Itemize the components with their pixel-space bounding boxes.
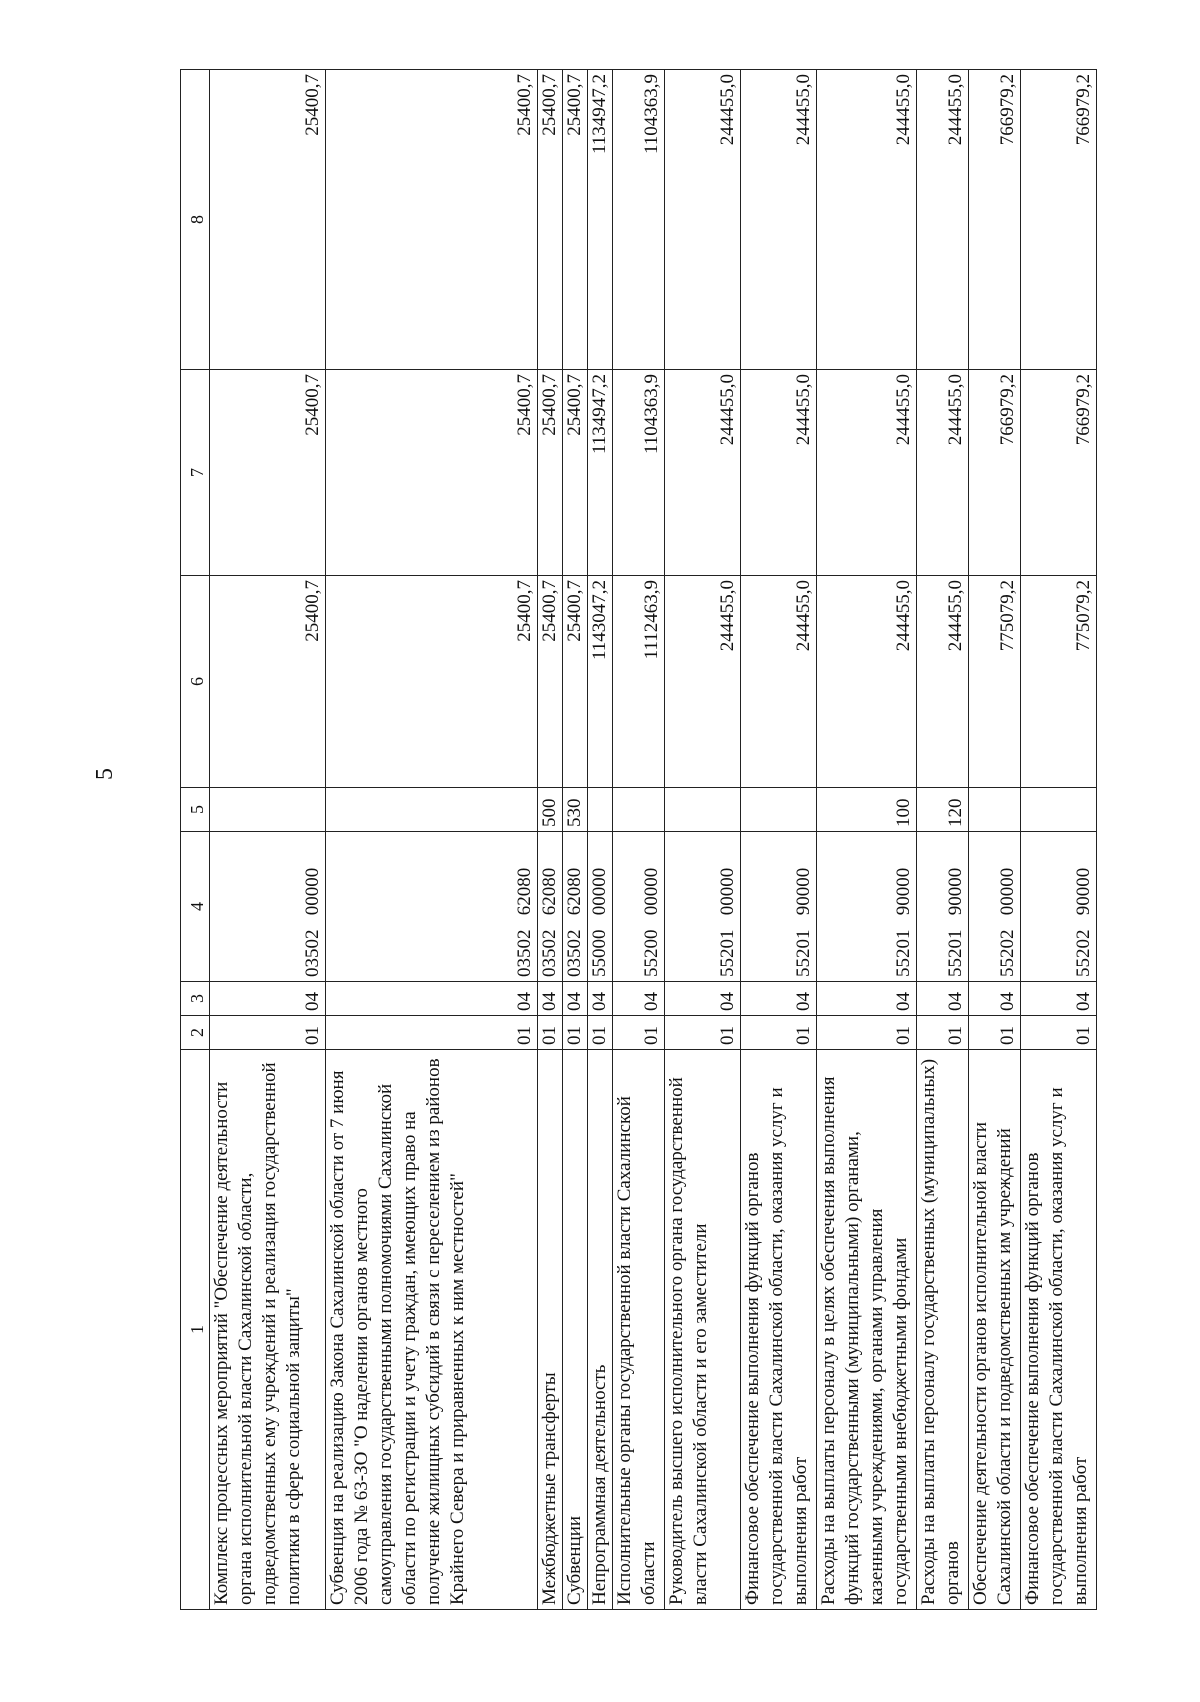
table-row xyxy=(817,70,917,1610)
row-col-2-cell: 01 xyxy=(1021,1016,1097,1050)
row-col-8-cell: 25400,7 xyxy=(563,70,588,370)
row-col-4-cell: 03502 62080 xyxy=(326,832,538,982)
row-col-8-cell: 766979,2 xyxy=(969,70,1021,370)
row-col-6-cell: 775079,2 xyxy=(969,576,1021,788)
table-row xyxy=(613,70,665,1610)
row-col-7-cell: 1134947,2 xyxy=(588,370,613,576)
row-name-cell: Руководитель высшего исполнительного органа государственной власти Сахалинской области и его заместители xyxy=(665,1050,741,1610)
row-col-4-cell: 55201 90000 xyxy=(917,832,969,982)
row-col-8-cell: 244455,0 xyxy=(817,70,917,370)
row-name-cell: Обеспечение деятельности органов исполнительной власти Сахалинской области и подведомственных им учреждений xyxy=(969,1050,1021,1610)
row-col-3-cell: 04 xyxy=(1021,982,1097,1016)
row-col-5-cell xyxy=(588,788,613,832)
row-col-2-cell: 01 xyxy=(817,1016,917,1050)
row-col-4-cell: 55000 00000 xyxy=(588,832,613,982)
table-row xyxy=(210,70,326,1610)
row-col-7-cell: 1104363,9 xyxy=(613,370,665,576)
header-row xyxy=(181,70,210,1610)
header-col-4: 4 xyxy=(181,832,210,982)
row-col-6-cell: 1112463,9 xyxy=(613,576,665,788)
row-col-8-cell: 25400,7 xyxy=(326,70,538,370)
header-col-7: 7 xyxy=(181,370,210,576)
row-col-2-cell: 01 xyxy=(538,1016,563,1050)
row-col-7-cell: 766979,2 xyxy=(969,370,1021,576)
row-col-7-cell: 244455,0 xyxy=(665,370,741,576)
row-name-cell: Финансовое обеспечение выполнения функций органов государственной власти Сахалинской области, оказания услуг и выполнения работ xyxy=(1021,1050,1097,1610)
row-name-cell: Комплекс процессных мероприятий "Обеспечение деятельности органа исполнительной власти Сахалинской области, подведомственных ему учреждений и реализация государственной политики в сфере социальной защиты" xyxy=(210,1050,326,1610)
row-col-6-cell: 244455,0 xyxy=(665,576,741,788)
row-col-5-cell xyxy=(326,788,538,832)
row-col-6-cell: 25400,7 xyxy=(563,576,588,788)
row-col-7-cell: 766979,2 xyxy=(1021,370,1097,576)
row-col-7-cell: 25400,7 xyxy=(538,370,563,576)
row-col-7-cell: 244455,0 xyxy=(917,370,969,576)
row-col-3-cell: 04 xyxy=(741,982,817,1016)
row-col-3-cell: 04 xyxy=(969,982,1021,1016)
table-row xyxy=(326,70,538,1610)
header-col-2: 2 xyxy=(181,1016,210,1050)
row-col-3-cell: 04 xyxy=(917,982,969,1016)
row-col-4-cell: 03502 00000 xyxy=(210,832,326,982)
row-name-cell: Субвенция на реализацию Закона Сахалинской области от 7 июня 2006 года № 63-ЗО "О наделении органов местного самоуправления государственными полномочиями Сахалинской области по регистрации и учету граждан, имеющих право на получение жилищных субсидий в связи с переселением из районов Крайнего Севера и приравненных к ним местностей" xyxy=(326,1050,538,1610)
row-col-2-cell: 01 xyxy=(665,1016,741,1050)
row-name-cell: Непрограммная деятельность xyxy=(588,1050,613,1610)
row-col-3-cell: 04 xyxy=(665,982,741,1016)
row-col-6-cell: 25400,7 xyxy=(326,576,538,788)
row-col-2-cell: 01 xyxy=(588,1016,613,1050)
row-col-7-cell: 244455,0 xyxy=(817,370,917,576)
row-col-5-cell xyxy=(969,788,1021,832)
row-col-7-cell: 25400,7 xyxy=(326,370,538,576)
row-name-cell: Исполнительные органы государственной власти Сахалинской области xyxy=(613,1050,665,1610)
table-row xyxy=(665,70,741,1610)
row-col-8-cell: 244455,0 xyxy=(665,70,741,370)
budget-table xyxy=(180,69,1097,1610)
row-col-6-cell: 25400,7 xyxy=(210,576,326,788)
table-row xyxy=(917,70,969,1610)
row-col-3-cell: 04 xyxy=(563,982,588,1016)
row-name-cell: Финансовое обеспечение выполнения функций органов государственной власти Сахалинской области, оказания услуг и выполнения работ xyxy=(741,1050,817,1610)
row-col-3-cell: 04 xyxy=(538,982,563,1016)
table-row xyxy=(741,70,817,1610)
row-col-5-cell: 500 xyxy=(538,788,563,832)
row-col-3-cell: 04 xyxy=(588,982,613,1016)
row-col-5-cell: 530 xyxy=(563,788,588,832)
row-col-6-cell: 25400,7 xyxy=(538,576,563,788)
page-number: 5 xyxy=(92,768,118,780)
row-name-cell: Межбюджетные трансферты xyxy=(538,1050,563,1610)
row-col-2-cell: 01 xyxy=(210,1016,326,1050)
row-col-5-cell xyxy=(210,788,326,832)
row-col-2-cell: 01 xyxy=(741,1016,817,1050)
row-col-2-cell: 01 xyxy=(326,1016,538,1050)
row-col-3-cell: 04 xyxy=(326,982,538,1016)
header-col-1: 1 xyxy=(181,1050,210,1610)
row-col-8-cell: 25400,7 xyxy=(538,70,563,370)
row-col-2-cell: 01 xyxy=(969,1016,1021,1050)
row-col-6-cell: 244455,0 xyxy=(817,576,917,788)
row-col-8-cell: 244455,0 xyxy=(917,70,969,370)
row-col-8-cell: 1104363,9 xyxy=(613,70,665,370)
row-name-cell: Расходы на выплаты персоналу государственных (муниципальных) органов xyxy=(917,1050,969,1610)
row-name-cell: Расходы на выплаты персоналу в целях обеспечения выполнения функций государственными (муниципальными) органами, казенными учреждениями, органами управления государственными внебюджетными фондами xyxy=(817,1050,917,1610)
table-row xyxy=(588,70,613,1610)
row-col-8-cell: 766979,2 xyxy=(1021,70,1097,370)
row-col-3-cell: 04 xyxy=(613,982,665,1016)
row-col-4-cell: 55202 90000 xyxy=(1021,832,1097,982)
row-col-5-cell xyxy=(665,788,741,832)
header-col-3: 3 xyxy=(181,982,210,1016)
table-row xyxy=(563,70,588,1610)
row-col-6-cell: 1143047,2 xyxy=(588,576,613,788)
row-col-8-cell: 1134947,2 xyxy=(588,70,613,370)
table-row xyxy=(1021,70,1097,1610)
row-col-7-cell: 244455,0 xyxy=(741,370,817,576)
budget-table-container xyxy=(180,70,1190,1610)
row-col-4-cell: 55202 00000 xyxy=(969,832,1021,982)
row-col-5-cell xyxy=(1021,788,1097,832)
row-col-7-cell: 25400,7 xyxy=(563,370,588,576)
row-col-8-cell: 25400,7 xyxy=(210,70,326,370)
row-col-5-cell: 120 xyxy=(917,788,969,832)
header-col-6: 6 xyxy=(181,576,210,788)
row-col-8-cell: 244455,0 xyxy=(741,70,817,370)
row-name-cell: Субвенции xyxy=(563,1050,588,1610)
row-col-4-cell: 55200 00000 xyxy=(613,832,665,982)
table-row xyxy=(969,70,1021,1610)
row-col-4-cell: 03502 62080 xyxy=(563,832,588,982)
row-col-5-cell xyxy=(613,788,665,832)
row-col-5-cell xyxy=(741,788,817,832)
table-row xyxy=(538,70,563,1610)
row-col-5-cell: 100 xyxy=(817,788,917,832)
row-col-3-cell: 04 xyxy=(210,982,326,1016)
row-col-7-cell: 25400,7 xyxy=(210,370,326,576)
header-col-5: 5 xyxy=(181,788,210,832)
row-col-2-cell: 01 xyxy=(917,1016,969,1050)
row-col-6-cell: 244455,0 xyxy=(741,576,817,788)
row-col-4-cell: 55201 90000 xyxy=(741,832,817,982)
row-col-3-cell: 04 xyxy=(817,982,917,1016)
row-col-2-cell: 01 xyxy=(563,1016,588,1050)
row-col-4-cell: 03502 62080 xyxy=(538,832,563,982)
row-col-2-cell: 01 xyxy=(613,1016,665,1050)
row-col-4-cell: 55201 90000 xyxy=(817,832,917,982)
row-col-4-cell: 55201 00000 xyxy=(665,832,741,982)
row-col-6-cell: 244455,0 xyxy=(917,576,969,788)
header-col-8: 8 xyxy=(181,70,210,370)
row-col-6-cell: 775079,2 xyxy=(1021,576,1097,788)
